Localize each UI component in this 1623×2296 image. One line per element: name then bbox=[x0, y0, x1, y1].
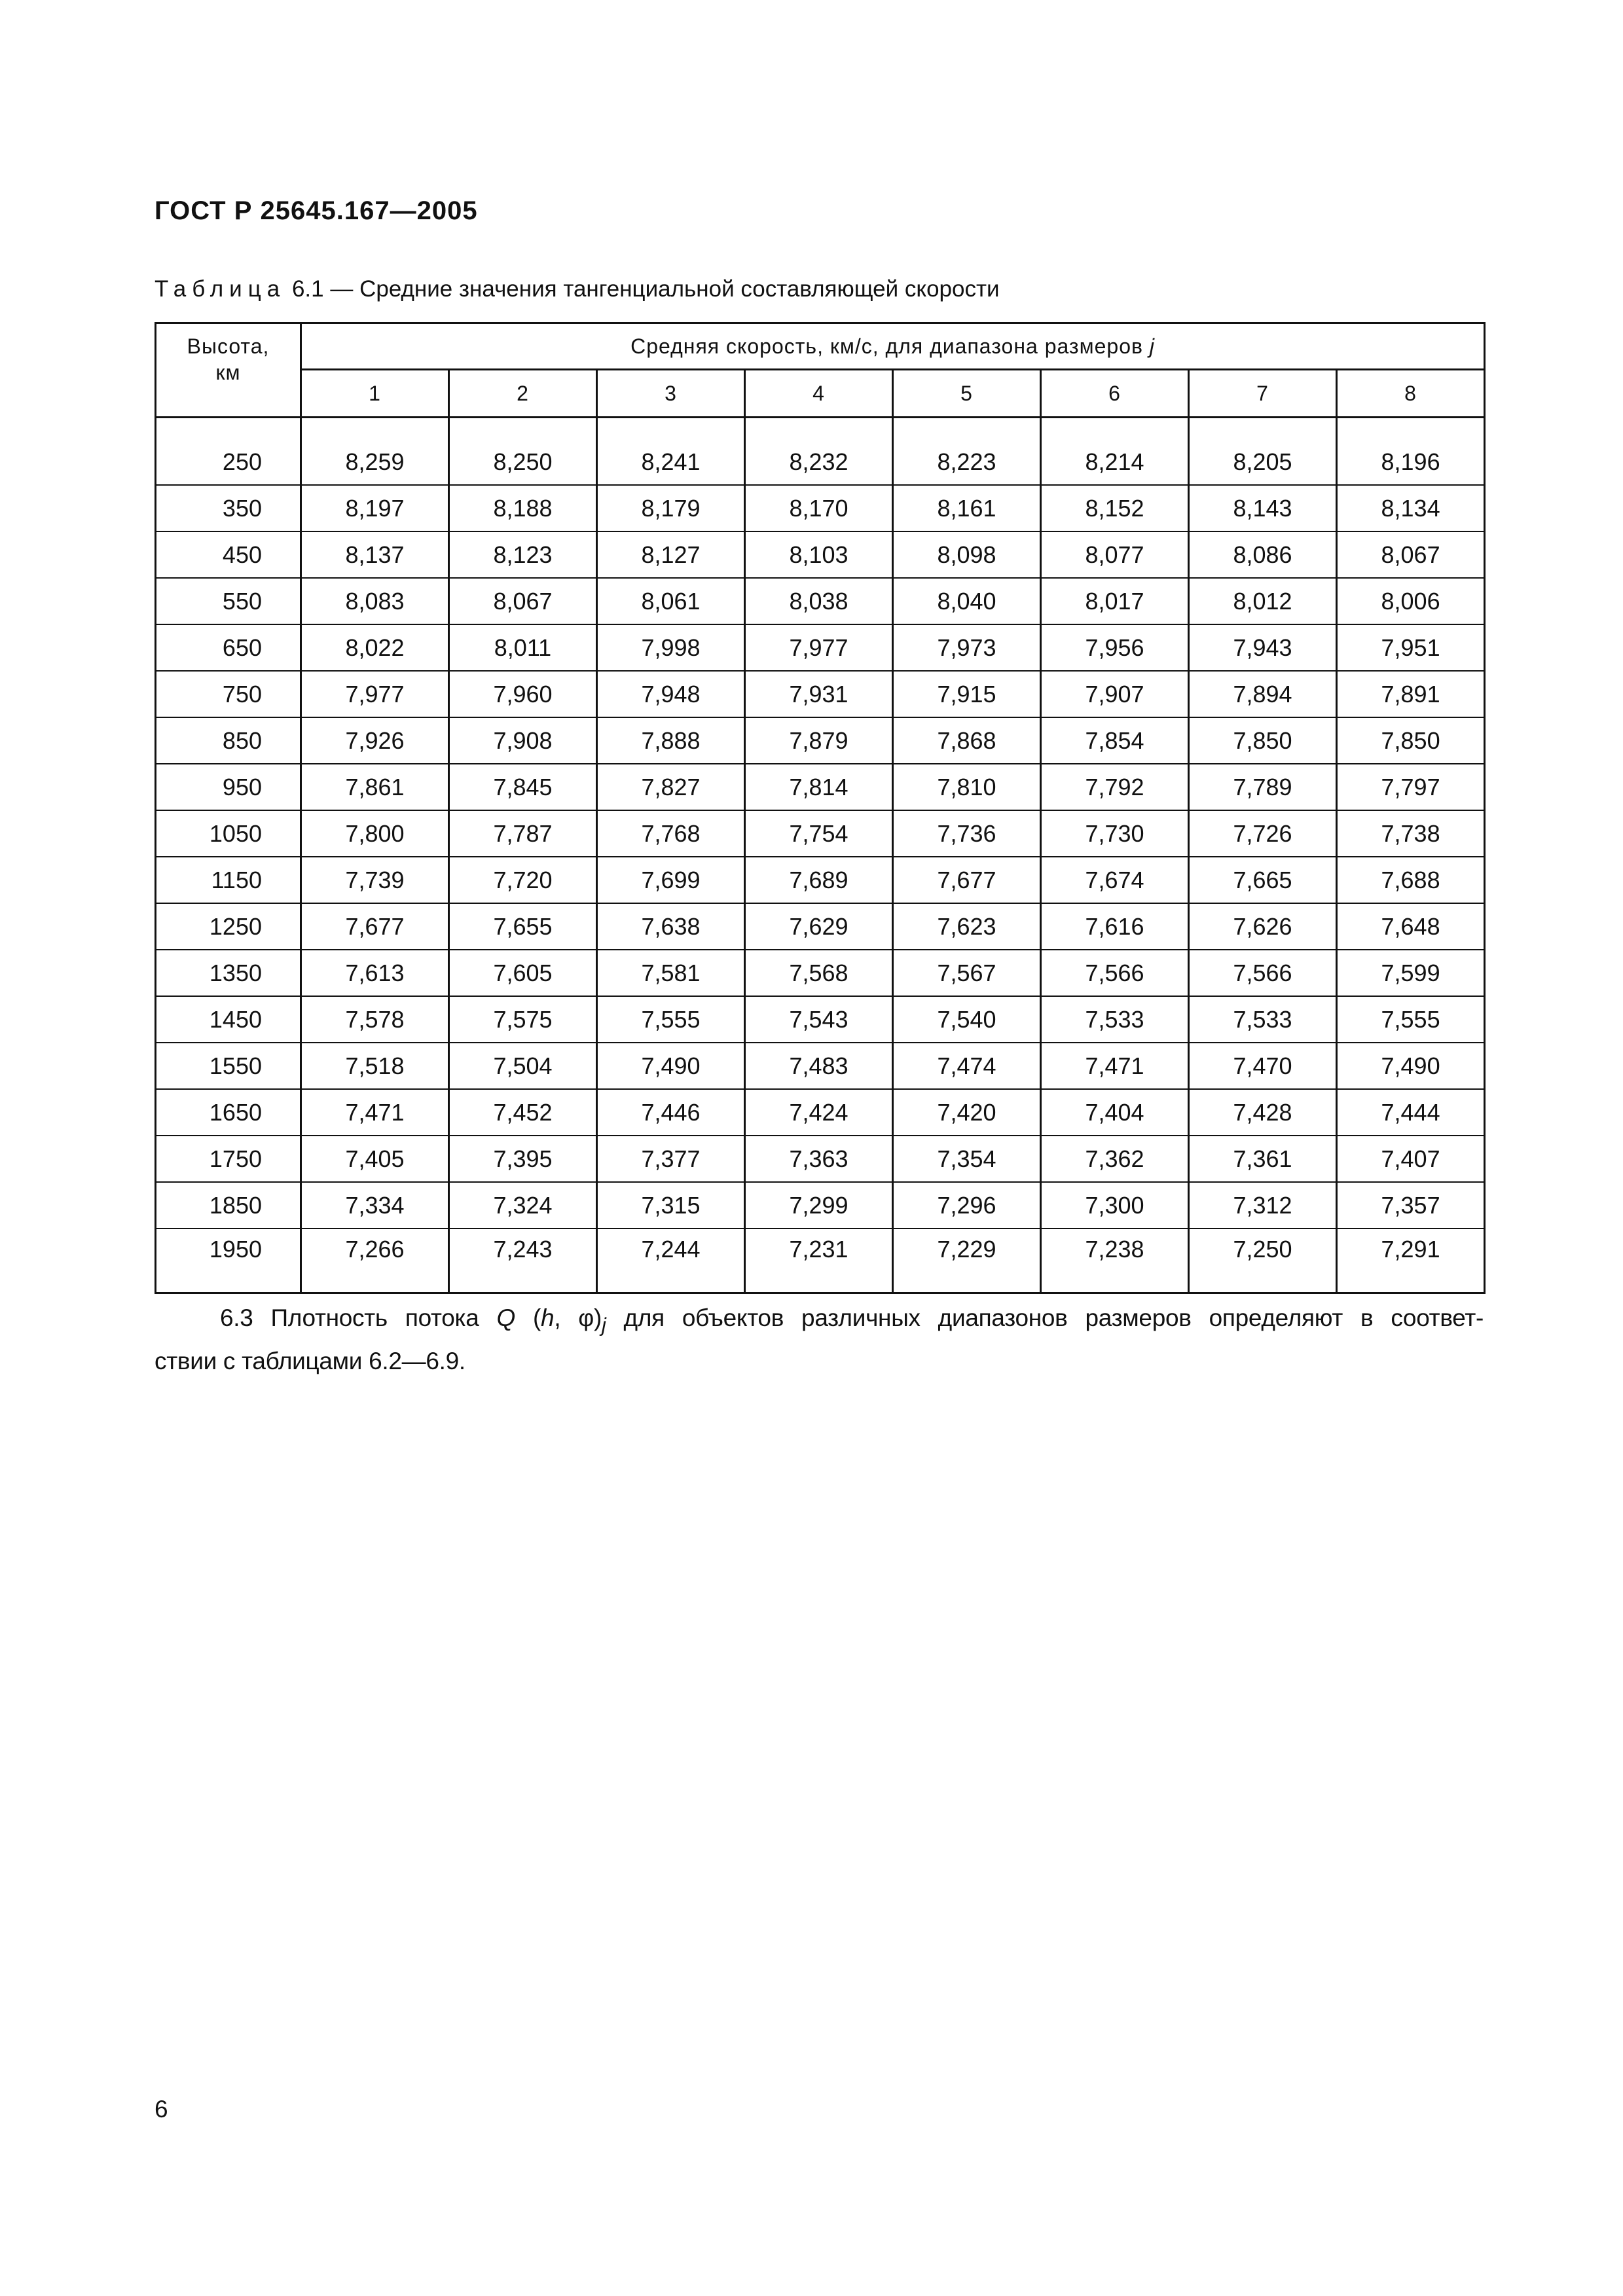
velocity-cell: 8,232 bbox=[745, 439, 893, 485]
velocity-cell: 8,038 bbox=[745, 578, 893, 624]
velocity-cell: 7,568 bbox=[745, 950, 893, 996]
velocity-cell: 7,845 bbox=[449, 764, 597, 810]
velocity-cell: 7,810 bbox=[893, 764, 1041, 810]
velocity-cell: 7,915 bbox=[893, 671, 1041, 717]
paragraph-text-2: ( bbox=[515, 1304, 541, 1331]
velocity-cell: 7,354 bbox=[893, 1136, 1041, 1182]
page-number: 6 bbox=[155, 2096, 168, 2123]
speed-header-text: Средняя скорость, км/с, для диапазона размеров bbox=[630, 334, 1143, 358]
velocity-cell: 7,424 bbox=[745, 1089, 893, 1136]
velocity-cell: 7,943 bbox=[1189, 624, 1337, 671]
paragraph-text-1: 6.3 Плотность потока bbox=[220, 1304, 497, 1331]
velocity-cell: 8,011 bbox=[449, 624, 597, 671]
paragraph-line-1 bbox=[155, 1300, 1484, 1343]
table-row bbox=[156, 1229, 1485, 1293]
paragraph-6-3 bbox=[155, 1300, 1484, 1380]
velocity-cell: 8,161 bbox=[893, 485, 1041, 531]
velocity-cell: 7,334 bbox=[301, 1182, 449, 1229]
height-cell: 1350 bbox=[156, 950, 301, 996]
velocity-cell: 7,956 bbox=[1041, 624, 1189, 671]
height-cell: 1750 bbox=[156, 1136, 301, 1182]
column-number-header: 4 bbox=[745, 370, 893, 418]
height-cell: 950 bbox=[156, 764, 301, 810]
velocity-cell: 7,444 bbox=[1337, 1089, 1485, 1136]
velocity-cell: 7,931 bbox=[745, 671, 893, 717]
table-caption-title: 6.1 — Средние значения тангенциальной составляющей скорости bbox=[291, 276, 1000, 302]
velocity-cell: 7,575 bbox=[449, 996, 597, 1043]
velocity-cell: 8,259 bbox=[301, 439, 449, 485]
velocity-cell: 7,452 bbox=[449, 1089, 597, 1136]
velocity-cell: 7,471 bbox=[1041, 1043, 1189, 1089]
velocity-cell: 7,638 bbox=[597, 903, 745, 950]
velocity-cell: 7,789 bbox=[1189, 764, 1337, 810]
height-cell: 750 bbox=[156, 671, 301, 717]
velocity-cell: 7,689 bbox=[745, 857, 893, 903]
velocity-cell: 7,543 bbox=[745, 996, 893, 1043]
velocity-cell: 8,017 bbox=[1041, 578, 1189, 624]
velocity-cell: 7,244 bbox=[597, 1229, 745, 1293]
table-row bbox=[156, 1089, 1485, 1136]
height-cell: 1050 bbox=[156, 810, 301, 857]
velocity-cell: 8,098 bbox=[893, 531, 1041, 578]
velocity-cell: 7,540 bbox=[893, 996, 1041, 1043]
table-row bbox=[156, 671, 1485, 717]
velocity-cell: 7,555 bbox=[597, 996, 745, 1043]
velocity-cell: 8,205 bbox=[1189, 439, 1337, 485]
velocity-cell: 7,533 bbox=[1189, 996, 1337, 1043]
velocity-cell: 7,363 bbox=[745, 1136, 893, 1182]
velocity-cell: 8,077 bbox=[1041, 531, 1189, 578]
height-cell: 350 bbox=[156, 485, 301, 531]
velocity-cell: 7,470 bbox=[1189, 1043, 1337, 1089]
velocity-cell: 7,677 bbox=[893, 857, 1041, 903]
height-cell: 1550 bbox=[156, 1043, 301, 1089]
velocity-cell: 7,730 bbox=[1041, 810, 1189, 857]
velocity-cell: 7,894 bbox=[1189, 671, 1337, 717]
velocity-cell: 7,629 bbox=[745, 903, 893, 950]
table-row bbox=[156, 1136, 1485, 1182]
velocity-cell: 7,377 bbox=[597, 1136, 745, 1182]
velocity-cell: 8,012 bbox=[1189, 578, 1337, 624]
velocity-cell: 8,250 bbox=[449, 439, 597, 485]
table-row bbox=[156, 578, 1485, 624]
table-row bbox=[156, 1043, 1485, 1089]
velocity-cell: 7,312 bbox=[1189, 1182, 1337, 1229]
column-number-header: 8 bbox=[1337, 370, 1485, 418]
document-header: ГОСТ Р 25645.167—2005 bbox=[155, 196, 478, 225]
velocity-cell: 7,850 bbox=[1337, 717, 1485, 764]
velocity-cell: 7,483 bbox=[745, 1043, 893, 1089]
height-header-line1: Высота, bbox=[187, 334, 270, 358]
velocity-cell: 7,605 bbox=[449, 950, 597, 996]
velocity-cell: 8,197 bbox=[301, 485, 449, 531]
velocity-cell: 7,827 bbox=[597, 764, 745, 810]
velocity-cell: 8,241 bbox=[597, 439, 745, 485]
velocity-cell: 7,238 bbox=[1041, 1229, 1189, 1293]
velocity-cell: 7,616 bbox=[1041, 903, 1189, 950]
velocity-cell: 7,861 bbox=[301, 764, 449, 810]
velocity-cell: 7,977 bbox=[301, 671, 449, 717]
velocity-cell: 7,891 bbox=[1337, 671, 1485, 717]
table-row bbox=[156, 950, 1485, 996]
velocity-cell: 7,555 bbox=[1337, 996, 1485, 1043]
velocity-cell: 7,677 bbox=[301, 903, 449, 950]
height-cell: 450 bbox=[156, 531, 301, 578]
height-cell: 550 bbox=[156, 578, 301, 624]
velocity-cell: 8,061 bbox=[597, 578, 745, 624]
velocity-cell: 7,490 bbox=[1337, 1043, 1485, 1089]
velocity-cell: 8,127 bbox=[597, 531, 745, 578]
table-row bbox=[156, 810, 1485, 857]
height-header-line2: км bbox=[215, 361, 241, 384]
velocity-cell: 7,674 bbox=[1041, 857, 1189, 903]
velocity-cell: 7,504 bbox=[449, 1043, 597, 1089]
velocity-cell: 7,973 bbox=[893, 624, 1041, 671]
velocity-cell: 7,726 bbox=[1189, 810, 1337, 857]
velocity-cell: 7,420 bbox=[893, 1089, 1041, 1136]
velocity-cell: 7,446 bbox=[597, 1089, 745, 1136]
velocity-cell: 7,518 bbox=[301, 1043, 449, 1089]
column-number-header: 7 bbox=[1189, 370, 1337, 418]
velocity-cell: 7,324 bbox=[449, 1182, 597, 1229]
table-row bbox=[156, 439, 1485, 485]
velocity-cell: 7,250 bbox=[1189, 1229, 1337, 1293]
velocity-cell: 7,626 bbox=[1189, 903, 1337, 950]
velocity-cell: 7,907 bbox=[1041, 671, 1189, 717]
velocity-cell: 8,137 bbox=[301, 531, 449, 578]
velocity-cell: 7,854 bbox=[1041, 717, 1189, 764]
velocity-cell: 7,299 bbox=[745, 1182, 893, 1229]
table-row bbox=[156, 764, 1485, 810]
velocity-cell: 7,879 bbox=[745, 717, 893, 764]
velocity-cell: 7,960 bbox=[449, 671, 597, 717]
height-cell: 650 bbox=[156, 624, 301, 671]
velocity-cell: 7,754 bbox=[745, 810, 893, 857]
velocity-cell: 8,083 bbox=[301, 578, 449, 624]
velocity-cell: 7,951 bbox=[1337, 624, 1485, 671]
velocity-cell: 7,998 bbox=[597, 624, 745, 671]
variable-h: h bbox=[541, 1304, 555, 1331]
velocity-cell: 7,231 bbox=[745, 1229, 893, 1293]
velocity-cell: 7,407 bbox=[1337, 1136, 1485, 1182]
height-cell: 1250 bbox=[156, 903, 301, 950]
velocity-cell: 8,188 bbox=[449, 485, 597, 531]
velocity-cell: 7,814 bbox=[745, 764, 893, 810]
table-caption bbox=[155, 276, 1000, 302]
column-number-header: 6 bbox=[1041, 370, 1189, 418]
velocity-cell: 7,738 bbox=[1337, 810, 1485, 857]
velocity-cell: 7,868 bbox=[893, 717, 1041, 764]
velocity-cell: 7,300 bbox=[1041, 1182, 1189, 1229]
velocity-cell: 8,006 bbox=[1337, 578, 1485, 624]
velocity-cell: 7,229 bbox=[893, 1229, 1041, 1293]
table-row bbox=[156, 857, 1485, 903]
velocity-cell: 7,581 bbox=[597, 950, 745, 996]
table-row bbox=[156, 996, 1485, 1043]
velocity-cell: 7,797 bbox=[1337, 764, 1485, 810]
column-number-header: 2 bbox=[449, 370, 597, 418]
velocity-cell: 8,143 bbox=[1189, 485, 1337, 531]
height-cell: 1850 bbox=[156, 1182, 301, 1229]
velocity-cell: 7,296 bbox=[893, 1182, 1041, 1229]
velocity-cell: 7,948 bbox=[597, 671, 745, 717]
velocity-cell: 7,471 bbox=[301, 1089, 449, 1136]
speed-group-header bbox=[301, 323, 1485, 370]
table-row bbox=[156, 485, 1485, 531]
velocity-cell: 8,134 bbox=[1337, 485, 1485, 531]
height-cell: 1450 bbox=[156, 996, 301, 1043]
table-row bbox=[156, 1182, 1485, 1229]
column-number-header: 3 bbox=[597, 370, 745, 418]
velocity-cell: 7,357 bbox=[1337, 1182, 1485, 1229]
velocity-cell: 7,977 bbox=[745, 624, 893, 671]
velocity-table bbox=[155, 322, 1486, 1294]
velocity-cell: 7,792 bbox=[1041, 764, 1189, 810]
velocity-cell: 7,243 bbox=[449, 1229, 597, 1293]
height-cell: 1650 bbox=[156, 1089, 301, 1136]
velocity-cell: 7,266 bbox=[301, 1229, 449, 1293]
speed-header-variable: j bbox=[1149, 334, 1155, 358]
velocity-cell: 7,739 bbox=[301, 857, 449, 903]
velocity-cell: 7,405 bbox=[301, 1136, 449, 1182]
velocity-cell: 7,474 bbox=[893, 1043, 1041, 1089]
velocity-cell: 7,315 bbox=[597, 1182, 745, 1229]
subscript-j: j bbox=[602, 1313, 606, 1336]
height-cell: 1950 bbox=[156, 1229, 301, 1293]
velocity-cell: 7,490 bbox=[597, 1043, 745, 1089]
column-number-header: 1 bbox=[301, 370, 449, 418]
height-column-header bbox=[156, 323, 301, 418]
paragraph-text-4: для объектов различных диапазонов размеров определяют в соответ- bbox=[606, 1304, 1484, 1331]
velocity-cell: 8,223 bbox=[893, 439, 1041, 485]
velocity-cell: 8,152 bbox=[1041, 485, 1189, 531]
velocity-cell: 7,655 bbox=[449, 903, 597, 950]
velocity-cell: 7,361 bbox=[1189, 1136, 1337, 1182]
column-number-header: 5 bbox=[893, 370, 1041, 418]
velocity-cell: 7,850 bbox=[1189, 717, 1337, 764]
velocity-cell: 8,123 bbox=[449, 531, 597, 578]
table-caption-label: Таблица bbox=[155, 276, 286, 302]
height-cell: 250 bbox=[156, 439, 301, 485]
velocity-cell: 8,214 bbox=[1041, 439, 1189, 485]
velocity-cell: 7,768 bbox=[597, 810, 745, 857]
velocity-cell: 8,022 bbox=[301, 624, 449, 671]
table-row bbox=[156, 531, 1485, 578]
velocity-cell: 7,648 bbox=[1337, 903, 1485, 950]
table-row bbox=[156, 903, 1485, 950]
velocity-cell: 7,291 bbox=[1337, 1229, 1485, 1293]
velocity-cell: 7,665 bbox=[1189, 857, 1337, 903]
velocity-cell: 7,428 bbox=[1189, 1089, 1337, 1136]
velocity-cell: 7,926 bbox=[301, 717, 449, 764]
velocity-cell: 7,362 bbox=[1041, 1136, 1189, 1182]
velocity-cell: 8,086 bbox=[1189, 531, 1337, 578]
velocity-cell: 7,533 bbox=[1041, 996, 1189, 1043]
table-row bbox=[156, 624, 1485, 671]
velocity-cell: 8,179 bbox=[597, 485, 745, 531]
velocity-cell: 7,395 bbox=[449, 1136, 597, 1182]
velocity-cell: 7,720 bbox=[449, 857, 597, 903]
velocity-cell: 7,800 bbox=[301, 810, 449, 857]
velocity-cell: 7,699 bbox=[597, 857, 745, 903]
velocity-cell: 7,787 bbox=[449, 810, 597, 857]
variable-q: Q bbox=[496, 1304, 516, 1331]
velocity-cell: 7,566 bbox=[1041, 950, 1189, 996]
velocity-cell: 7,908 bbox=[449, 717, 597, 764]
velocity-cell: 8,067 bbox=[449, 578, 597, 624]
velocity-cell: 7,613 bbox=[301, 950, 449, 996]
velocity-cell: 8,170 bbox=[745, 485, 893, 531]
velocity-cell: 7,736 bbox=[893, 810, 1041, 857]
velocity-cell: 7,566 bbox=[1189, 950, 1337, 996]
velocity-cell: 7,688 bbox=[1337, 857, 1485, 903]
velocity-cell: 7,578 bbox=[301, 996, 449, 1043]
paragraph-text-3: , φ) bbox=[554, 1304, 602, 1331]
velocity-cell: 7,567 bbox=[893, 950, 1041, 996]
velocity-cell: 7,599 bbox=[1337, 950, 1485, 996]
velocity-cell: 8,196 bbox=[1337, 439, 1485, 485]
velocity-cell: 8,040 bbox=[893, 578, 1041, 624]
velocity-cell: 7,623 bbox=[893, 903, 1041, 950]
height-cell: 850 bbox=[156, 717, 301, 764]
velocity-cell: 8,067 bbox=[1337, 531, 1485, 578]
velocity-cell: 7,888 bbox=[597, 717, 745, 764]
table-row bbox=[156, 717, 1485, 764]
velocity-cell: 8,103 bbox=[745, 531, 893, 578]
paragraph-line-2: ствии с таблицами 6.2—6.9. bbox=[155, 1348, 465, 1375]
height-cell: 1150 bbox=[156, 857, 301, 903]
velocity-cell: 7,404 bbox=[1041, 1089, 1189, 1136]
